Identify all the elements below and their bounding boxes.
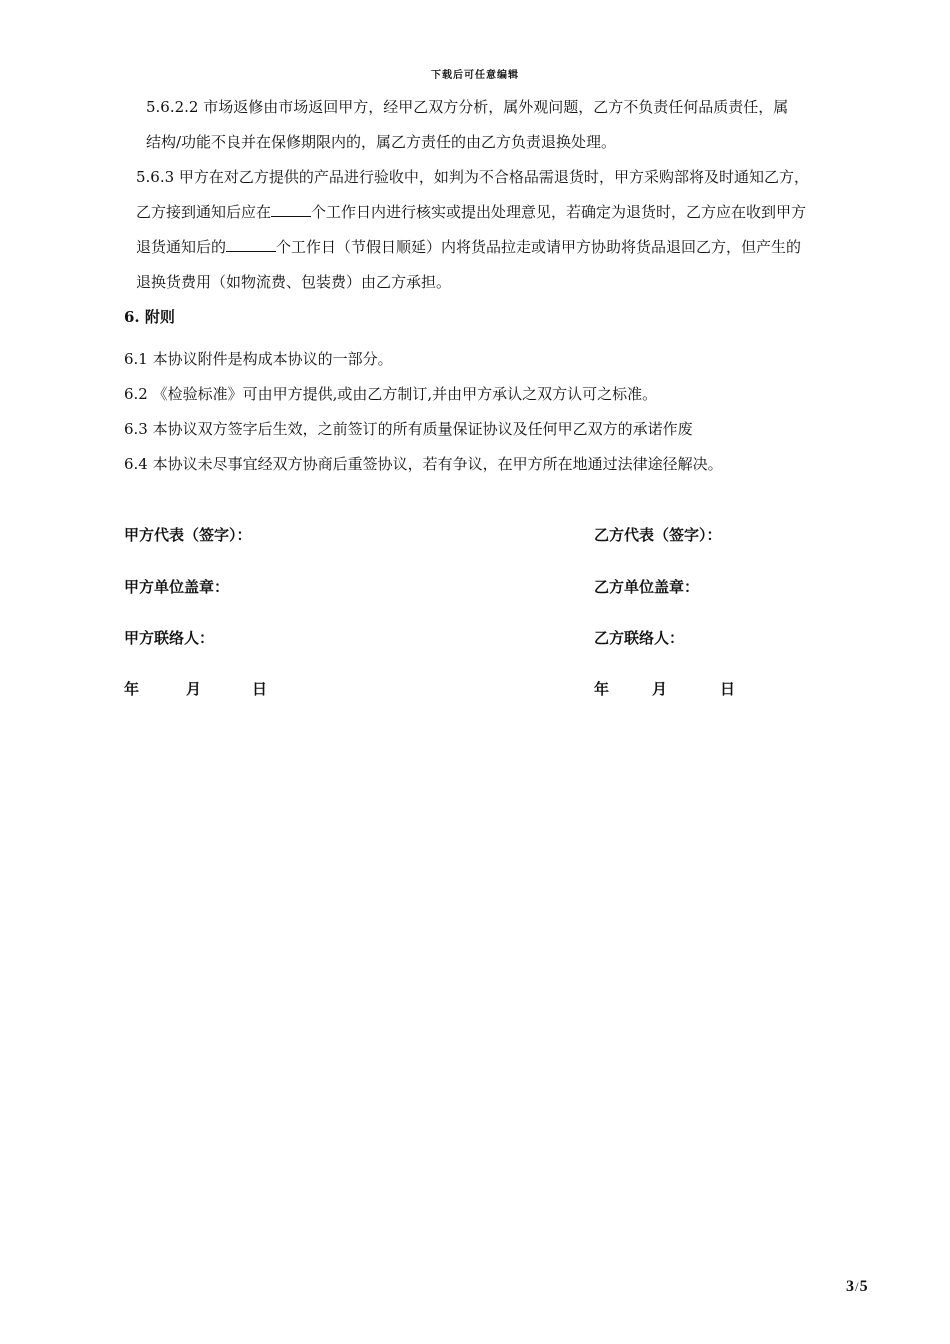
section-6-item-1: 6.1 本协议附件是构成本协议的一部分。	[124, 350, 393, 368]
clause-563-line4: 退换货费用（如物流费、包装费）由乙方承担。	[136, 273, 452, 291]
clause-563-line2-part2: 个工作日内进行核实或提出处理意见，若确定为退货时，乙方应在收到甲方	[311, 203, 807, 221]
party-a-year: 年	[124, 680, 140, 698]
party-a-contact: 甲方联络人：	[124, 629, 215, 647]
section-6-item-3: 6.3 本协议双方签字后生效，之前签订的所有质量保证协议及任何甲乙双方的承诺作废	[124, 420, 693, 438]
party-b-seal: 乙方单位盖章：	[594, 578, 700, 596]
clause-5622-line2: 结构/功能不良并在保修期限内的，属乙方责任的由乙方负责退换处理。	[146, 133, 617, 151]
section-6-title: 6. 附则	[124, 308, 175, 326]
party-b-date	[594, 678, 735, 699]
party-b-day: 日	[720, 680, 736, 698]
days-blank-2	[226, 237, 276, 252]
party-b-contact: 乙方联络人：	[594, 629, 685, 647]
clause-563-line2-part1: 乙方接到通知后应在	[136, 203, 272, 221]
section-6-item-2: 6.2 《检验标准》可由甲方提供,或由乙方制订,并由甲方承认之双方认可之标准。	[124, 385, 658, 403]
party-b-representative: 乙方代表（签字）：	[594, 526, 722, 544]
clause-563-line3	[136, 230, 801, 265]
party-a-day: 日	[252, 680, 268, 698]
party-a-month: 月	[186, 680, 202, 698]
page-number-total: 5	[859, 1278, 868, 1295]
clause-563-line2	[136, 195, 806, 230]
clause-563-line3-part2: 个工作日（节假日顺延）内将货品拉走或请甲方协助将货品退回乙方，但产生的	[276, 238, 802, 256]
page-number	[846, 1278, 868, 1296]
header-note: 下载后可任意编辑	[431, 70, 519, 81]
party-a-representative: 甲方代表（签字）：	[124, 526, 252, 544]
page-number-current: 3	[846, 1278, 854, 1295]
clause-563-line1: 5.6.3 甲方在对乙方提供的产品进行验收中，如判为不合格品需退货时，甲方采购部将及时通知乙方，	[136, 168, 809, 186]
party-b-year: 年	[594, 680, 610, 698]
party-b-month: 月	[652, 680, 668, 698]
page-number-separator: /	[855, 1279, 859, 1294]
clause-5622-line1: 5.6.2.2 市场返修由市场返回甲方，经甲乙双方分析，属外观问题，乙方不负责任何品质责任，属	[146, 98, 789, 116]
party-a-date	[124, 678, 267, 699]
clause-563-line3-part1: 退货通知后的	[136, 238, 227, 256]
days-blank-1	[271, 202, 311, 217]
party-a-seal: 甲方单位盖章：	[124, 578, 230, 596]
section-6-item-4: 6.4 本协议未尽事宜经双方协商后重签协议，若有争议，在甲方所在地通过法律途径解决。	[124, 455, 723, 473]
